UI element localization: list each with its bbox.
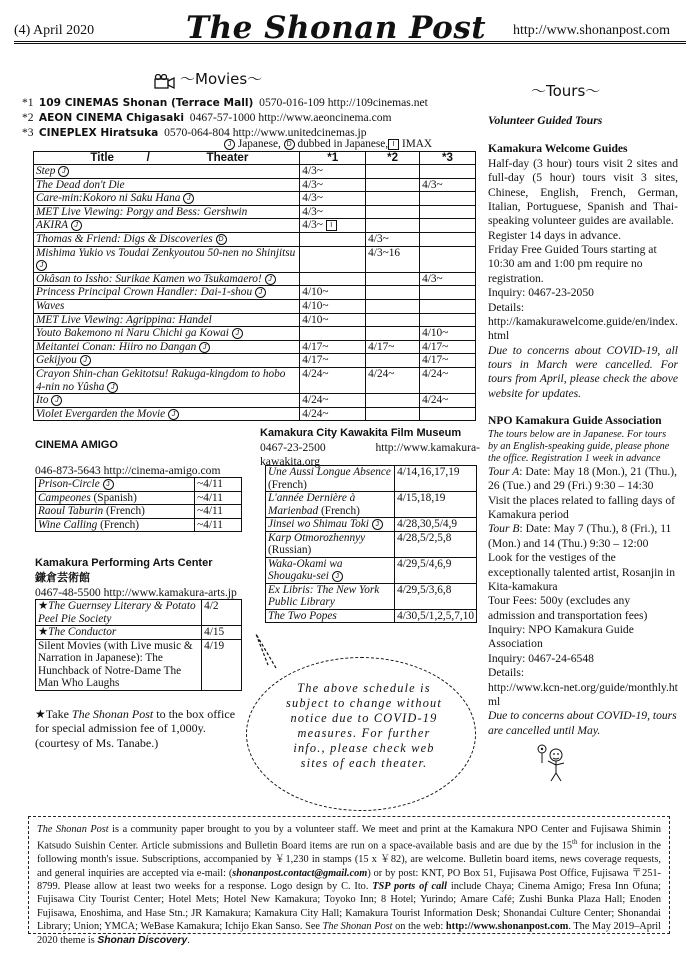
movies-heading: 〜Movies〜 [180, 70, 263, 88]
film-dates: 4/29,5/3,6,8 [397, 583, 452, 596]
showing-date-cell [420, 354, 476, 368]
npo-url[interactable]: http://www.kcn-net.org/guide/monthly.html [488, 680, 678, 708]
showing-date-cell [366, 313, 420, 327]
col-header-2: *2 [366, 152, 420, 165]
npo-tour-a: Tour A: Date: May 18 (Mon.), 21 (Thu.), 26 (Tue.) and 29 (Fri.) 9:30 – 14:30 [488, 464, 678, 493]
cinema-name: CINEPLEX Hiratsuka [38, 127, 159, 140]
showing-date-cell [420, 232, 476, 246]
showing-date: 4/3~ [302, 192, 323, 205]
film-title: The Guernsey Literary & Potato Peel Pie Society [38, 600, 196, 625]
movie-row [34, 272, 476, 286]
showing-date-cell [300, 272, 366, 286]
star-icon: ★ [38, 626, 49, 638]
showing-date-cell [300, 219, 366, 233]
showing-date-cell [300, 313, 366, 327]
film-dates: 4/30,5/1,2,5,7,10 [397, 609, 474, 622]
showing-date-cell [420, 340, 476, 354]
movie-title: Violet Evergarden the Movie [36, 407, 166, 420]
kpac-title: Kamakura Performing Arts Center [35, 557, 213, 569]
showing-date: 4/3~ [302, 178, 323, 191]
showing-date-cell [366, 354, 420, 368]
movie-title-cell [34, 407, 300, 421]
npo-details: Details: [488, 666, 525, 680]
movie-row [34, 286, 476, 300]
kawakita-title: Kamakura City Kawakita Film Museum [260, 427, 462, 439]
movie-title-cell [34, 367, 300, 393]
film-title: Jinsei wo Shimau Toki [268, 518, 369, 530]
tours-column [488, 114, 678, 738]
japanese-badge-icon: J [199, 342, 210, 353]
showing-date-cell [420, 272, 476, 286]
showing-date-cell [300, 205, 366, 219]
movie-row [34, 313, 476, 327]
movie-title: MET Live Viewing: Porgy and Bess: Gershwin [36, 205, 248, 218]
showing-date-cell [300, 178, 366, 192]
col-header-1: *1 [300, 152, 366, 165]
showing-date-cell [366, 327, 420, 341]
japanese-badge-icon: J [107, 382, 118, 393]
movie-title-cell [34, 219, 300, 233]
cinema-list [22, 96, 428, 141]
film-dates: ~4/11 [197, 505, 223, 517]
japanese-badge-icon: J [224, 139, 235, 150]
header-url[interactable]: http://www.shonanpost.com [513, 23, 670, 38]
amigo-title: CINEMA AMIGO [35, 439, 118, 451]
showing-date-cell [366, 394, 420, 408]
movie-title: Princess Principal Crown Handler: Dai-1-shou [36, 286, 253, 299]
showing-date: 4/17~ [302, 340, 329, 353]
header-rule-2 [14, 43, 686, 44]
tours-subheading: Volunteer Guided Tours [488, 114, 603, 127]
showing-date: 4/3~ [302, 205, 323, 218]
movie-title: Thomas & Friend: Digs & Discoveries [36, 232, 213, 245]
kawakita-row [266, 466, 477, 492]
film-dates: 4/29,5/4,6,9 [397, 557, 452, 570]
kpac-note: ★Take The Shonan Post to the box office for special admission fee of 1,000y. (courtesy of Ms. Tanabe.) [35, 707, 236, 750]
kawakita-row [266, 518, 477, 532]
movie-title: Meitantei Conan: Hiiro no Dangan [36, 340, 197, 353]
showing-date: 4/3~ [302, 219, 323, 232]
movie-title-cell [34, 327, 300, 341]
showing-date: 4/10~ [302, 313, 329, 326]
showing-date-cell [300, 367, 366, 393]
showing-date: 4/24~ [368, 367, 395, 380]
film-title: Ex Libris: The New York Public Library [268, 583, 380, 608]
showing-date-cell [300, 394, 366, 408]
japanese-badge-icon: J [168, 409, 179, 420]
showing-date: 4/24~ [422, 367, 449, 380]
film-language: (French) [268, 478, 307, 491]
movie-row [34, 232, 476, 246]
film-dates: 4/19 [204, 639, 225, 652]
movie-row [34, 192, 476, 206]
amigo-row [36, 478, 242, 492]
notice-text: The above schedule is subject to change without notice due to COVID-19 measures. For further info., please check web sites of each theater. [285, 681, 443, 770]
showing-date-cell [300, 327, 366, 341]
npo-cancel-note: Due to concerns about COVID-19, tours are cancelled until May. [488, 709, 677, 737]
showing-date: 4/24~ [422, 394, 449, 407]
film-dates: 4/2 [204, 600, 219, 612]
movie-title: Mishima Yukio vs Toudai Zenkyoutou 50-nen no Shinjitsu [36, 246, 296, 259]
japanese-badge-icon: J [58, 166, 69, 177]
film-title: Prison-Circle [38, 478, 100, 490]
film-dates: 4/15,18,19 [397, 492, 446, 504]
showing-date-cell [300, 354, 366, 368]
film-language: (French) [97, 518, 140, 531]
footer-box [28, 816, 670, 946]
movie-row [34, 219, 476, 233]
japanese-badge-icon: J [255, 287, 266, 298]
kpac-table [35, 599, 242, 691]
movie-row [34, 165, 476, 179]
imax-badge-icon: I [388, 139, 399, 150]
showing-date-cell [366, 165, 420, 179]
kawakita-row [266, 492, 477, 518]
cinema-2: *2 AEON CINEMA Chigasaki 0467-57-1000 http://www.aeoncinema.com [22, 111, 392, 125]
showing-date-cell [420, 165, 476, 179]
showing-date: 4/10~ [302, 286, 329, 299]
film-dates: ~4/11 [197, 518, 223, 531]
showing-date-cell [366, 272, 420, 286]
film-language: (Russian) [268, 544, 312, 556]
showing-date-cell [420, 178, 476, 192]
movie-title: The Dead don't Die [36, 178, 125, 191]
showing-date-cell [420, 367, 476, 393]
imax-badge-icon: I [326, 220, 337, 231]
npo-note: The tours below are in Japanese. For tours by an English-speaking guide, please phone the office. Registration 1 week in advance [488, 428, 670, 464]
dubbed-badge-icon: D [284, 139, 295, 150]
showing-date: 4/24~ [302, 367, 329, 380]
showing-date: 4/17~ [302, 354, 329, 367]
movie-row [34, 367, 476, 393]
movie-row [34, 205, 476, 219]
kwg-note: Due to concerns about COVID-19, all tours in March were cancelled. For tours from April, please check the above website for updates. [488, 343, 678, 400]
showing-date: 4/3~ [302, 165, 323, 177]
table-header-row [34, 152, 476, 165]
japanese-badge-icon: J [36, 260, 47, 271]
japanese-badge-icon: J [71, 220, 82, 231]
showing-date-cell [366, 192, 420, 206]
japanese-badge-icon: J [103, 479, 114, 490]
movie-title: Youto Bakemono ni Naru Chichi ga Kowai [36, 327, 229, 340]
film-language: (Spanish) [90, 491, 137, 504]
showing-date-cell [420, 313, 476, 327]
bubble-tail [250, 632, 280, 672]
showing-date-cell [366, 286, 420, 300]
npo-inquiry-2: Inquiry: 0467-24-6548 [488, 651, 594, 665]
showing-date-cell [300, 246, 366, 272]
kwg-body: Half-day (3 hour) tours visit 2 sites and full-day (5 hour) tours visit 3 sites, Chinese, English, French, German, Italian, Portuguese, Spanish and Thai-speaking volunteer guides are available. [488, 156, 678, 228]
cinema-info: 0467-57-1000 http://www.aeoncinema.com [189, 111, 392, 125]
kawakita-row [266, 531, 477, 557]
cinema-info: 0570-064-804 http://www.unitedcinemas.jp [164, 126, 367, 140]
showing-date: 4/24~ [302, 394, 329, 407]
showing-date-cell [420, 205, 476, 219]
japanese-badge-icon: J [232, 328, 243, 339]
film-title: Raoul Taburin [38, 505, 104, 517]
movie-title-cell [34, 354, 300, 368]
kawakita-row [266, 557, 477, 583]
showing-date-cell [300, 232, 366, 246]
kpac-row [36, 639, 242, 690]
showing-date-cell [366, 178, 420, 192]
movie-row [34, 299, 476, 313]
film-title: L'année Dernière à Marienbad [268, 492, 356, 517]
showing-date-cell [366, 246, 420, 272]
kwg-url[interactable]: http://kamakurawelcome.guide/en/index.html [488, 314, 678, 343]
kwg-register: Register 14 days in advance. [488, 228, 621, 242]
film-dates: ~4/11 [197, 478, 223, 490]
showing-date: 4/3~16 [368, 246, 401, 259]
movie-title-cell [34, 205, 300, 219]
movies-table [33, 151, 476, 421]
showing-date: 4/3~ [422, 178, 443, 191]
star-icon: ★ [38, 600, 49, 612]
amigo-row [36, 491, 242, 505]
kawakita-contact: 0467-23-2500 http://www.kamakura-kawakita.org [260, 441, 480, 469]
movie-title-cell [34, 272, 300, 286]
movie-camera-icon [154, 74, 176, 90]
header-rule [14, 41, 686, 42]
cinema-3: *3 CINEPLEX Hiratsuka 0570-064-804 http://www.unitedcinemas.jp [22, 126, 367, 140]
movie-title: MET Live Viewing: Agrippina: Handel [36, 313, 212, 326]
npo-fee: Tour Fees: 500y (excludes any admission and transportation fees) [488, 594, 648, 622]
newspaper-title: The Shonan Post [186, 10, 487, 46]
npo-tour-a-desc: Visit the places related to falling days of Kamakura period [488, 493, 675, 522]
footer-web[interactable]: http://www.shonanpost.com [445, 921, 569, 933]
film-dates: 4/14,16,17,19 [397, 466, 460, 478]
showing-date: 4/24~ [302, 407, 329, 420]
showing-date-cell [420, 394, 476, 408]
amigo-row [36, 518, 242, 532]
movie-title: Care-min:Kokoro ni Saku Hana [36, 192, 181, 205]
kpac-row [36, 626, 242, 640]
movie-row [34, 340, 476, 354]
film-dates: ~4/11 [197, 491, 223, 504]
npo-tour-b-desc: Look for the vestiges of the exceptionally talented artist, Rosanjin in Kita-kamakura [488, 551, 676, 593]
showing-date-cell [366, 205, 420, 219]
amigo-row [36, 505, 242, 519]
col-header-3: *3 [420, 152, 476, 165]
showing-date-cell [420, 327, 476, 341]
movie-row [34, 394, 476, 408]
movie-title: Ito [36, 394, 49, 407]
movie-row [34, 327, 476, 341]
movie-title: Waves [36, 299, 65, 312]
film-title: The Two Popes [268, 609, 337, 622]
amigo-table [35, 477, 242, 532]
flower-figure-icon [534, 741, 568, 783]
film-title: Waka-Okami wa Shougaku-sei [268, 557, 343, 582]
film-language: (French) [321, 504, 360, 517]
showing-date-cell [420, 192, 476, 206]
movie-title-cell [34, 313, 300, 327]
showing-date: 4/17~ [422, 340, 449, 353]
movie-title-cell [34, 192, 300, 206]
film-language: (French) [103, 505, 145, 517]
kpac-row [36, 600, 242, 626]
movie-title-cell [34, 246, 300, 272]
movie-title-cell [34, 232, 300, 246]
kawakita-row [266, 583, 477, 609]
showing-date-cell [300, 407, 366, 421]
film-title: Une Aussi Longue Absence [268, 466, 391, 478]
film-title: Wine Calling [38, 518, 98, 531]
kawakita-table [265, 465, 477, 623]
showing-date: 4/10~ [302, 299, 329, 312]
showing-date-cell [366, 232, 420, 246]
movie-title-cell [34, 394, 300, 408]
issue-date: (4) April 2020 [14, 23, 95, 38]
film-dates: 4/28,30,5/4,9 [397, 518, 458, 530]
movie-title: Step [36, 165, 56, 177]
showing-date-cell [420, 407, 476, 421]
movie-title-cell [34, 178, 300, 192]
showing-date-cell [300, 192, 366, 206]
film-dates: 4/15 [204, 626, 225, 638]
footer-email[interactable]: shonanpost.contact@gmail.com [232, 867, 368, 879]
japanese-badge-icon: J [332, 571, 343, 582]
cinema-1: *1 109 CINEMAS Shonan (Terrace Mall) 0570-016-109 http://109cinemas.net [22, 96, 428, 109]
movie-title-cell [34, 286, 300, 300]
dubbed-badge-icon: D [216, 234, 227, 245]
showing-date-cell [420, 299, 476, 313]
cinema-name: AEON CINEMA Chigasaki [38, 112, 184, 125]
kwg-inquiry: Inquiry: 0467-23-2050 [488, 286, 594, 300]
showing-date-cell [300, 165, 366, 179]
film-dates: 4/28,5/2,5,8 [397, 531, 452, 544]
kwg-title: Kamakura Welcome Guides [488, 142, 628, 156]
film-title: Silent Movies (with Live music & Narration in Japanese): The Hunchback of Notre-Dame The Man Who Laughs [38, 639, 193, 689]
showing-date: 4/17~ [368, 340, 395, 353]
movie-row [34, 178, 476, 192]
japanese-badge-icon: J [51, 395, 62, 406]
npo-tour-b: Tour B: Date: May 7 (Thu.), 8 (Fri.), 11 (Mon.) and 14 (Thu.) 9:30 – 12:00 [488, 522, 672, 550]
japanese-badge-icon: J [80, 355, 91, 366]
showing-date: 4/3~ [422, 272, 443, 285]
showing-date-cell [366, 407, 420, 421]
npo-inquiry: Inquiry: NPO Kamakura Guide Association [488, 623, 634, 651]
film-title: Karp Otmorozhennyy [268, 531, 366, 544]
kwg-details: Details: [488, 300, 525, 314]
movie-title: AKIRA [36, 219, 68, 232]
kpac-title-jp: 鎌倉芸術館 [35, 571, 90, 584]
movie-title-cell [34, 299, 300, 313]
showing-date: 4/17~ [422, 354, 449, 367]
showing-date: 4/10~ [422, 327, 449, 340]
kwg-friday: Friday Free Guided Tours starting at 10:30 am and 1:00 pm require no registration. [488, 243, 657, 285]
npo-title: NPO Kamakura Guide Association [488, 414, 662, 428]
japanese-badge-icon: J [372, 519, 383, 530]
showing-date-cell [366, 340, 420, 354]
japanese-badge-icon: J [183, 193, 194, 204]
movie-row [34, 246, 476, 272]
showing-date-cell [420, 219, 476, 233]
movie-title: Okâsan to Issho: Surikae Kamen wo Tsukamaero! [36, 272, 262, 285]
footer-text: The Shonan Post is a community paper brought to you by a volunteer staff. We meet and print at the Kamakura NPO Center and Fujisawa Shimin Katsudo Suishin Center. Article submissions and Bulletin Board items are run on a space-available basis and are due by the 15th for inclusion in the following month's issue. Subscriptions, accompanied by ￥1,230 in stamps (15 x ￥82), are welcome. Bulletin board items, news coverage requests, and general inquiries are accepted via e-mail: (shonanpost.contact@gmail.com) or by post: KNT, PO Box 51, Fujisawa Post Office, Fujisawa 〒251-8799. Please allow at least two weeks for a response. Logo design by C. Ito. TSP ports of call include Chaya; Cinema Amigo; Fresa Inn Ofuna; Fujisawa City Tourist Center; Hotel Mets; Hotel New Kamakura; Toyoko Inn; 8 Hotel; Yurindo; Amare Café; Zushi Bunka Plaza Hall; Enoden Fujisawa, Enoshima, and Hase Stn.; JR Kamakura; Kamakura City Hall; Kamakura Tourist Information Desk; Shonandai Culture Center; Shonandai Library; Union; YMCA; WeBase Kamakura; Ichijo Ekan Sanso. See The Shonan Post on the web: http://www.shonanpost.com. The May 2019–April 2020 theme is Shonan Discovery. [37, 824, 661, 946]
movie-row [34, 407, 476, 421]
showing-date-cell [300, 299, 366, 313]
showing-date-cell [420, 286, 476, 300]
japanese-badge-icon: J [265, 274, 276, 285]
movie-row [34, 354, 476, 368]
movie-title-cell [34, 165, 300, 179]
showing-date-cell [366, 367, 420, 393]
badge-legend: J Japanese, D dubbed in Japanese, I IMAX [224, 138, 432, 152]
kpac-contact: 0467-48-5500 http://www.kamakura-arts.jp [35, 586, 237, 599]
showing-date-cell [420, 246, 476, 272]
showing-date-cell [300, 286, 366, 300]
film-title: The Conductor [48, 626, 117, 638]
cinema-name: 109 CINEMAS Shonan (Terrace Mall) [38, 97, 254, 109]
showing-date-cell [300, 340, 366, 354]
showing-date-cell [366, 299, 420, 313]
tours-heading: 〜Tours〜 [531, 82, 601, 100]
movie-title: Gekijyou [36, 354, 77, 367]
cinema-info: 0570-016-109 http://109cinemas.net [259, 96, 428, 109]
movie-title: Crayon Shin-chan Gekitotsu! Rakuga-kingdom to hobo 4-nin no Yûsha [36, 367, 286, 393]
film-title: Campeones [38, 491, 91, 504]
showing-date: 4/3~ [368, 232, 389, 245]
kawakita-row [266, 609, 477, 623]
title-theater-header: Title / Theater [34, 152, 300, 165]
movie-title-cell [34, 340, 300, 354]
amigo-contact: 046-873-5643 http://cinema-amigo.com [35, 464, 221, 477]
showing-date-cell [366, 219, 420, 233]
